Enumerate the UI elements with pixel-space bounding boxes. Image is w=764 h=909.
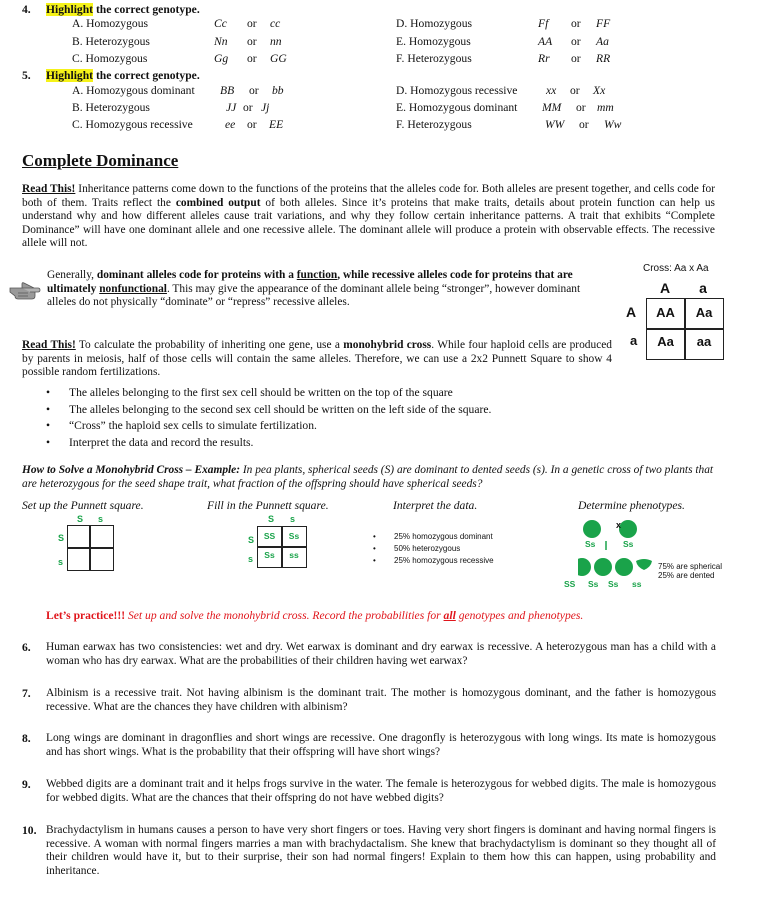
q5-d-genotype-2[interactable]: Xx bbox=[593, 84, 606, 97]
fill-cell-ss-dom: SS bbox=[263, 531, 276, 541]
setup-top-allele-1: S bbox=[77, 514, 84, 524]
q5-f-genotype-2[interactable]: Ww bbox=[604, 118, 622, 131]
example-left-allele-1: A bbox=[626, 304, 637, 320]
fill-top-allele-1: S bbox=[268, 514, 275, 524]
q5-option-d[interactable]: D. Homozygous recessive bbox=[396, 84, 518, 97]
note-bold-nonfunctional: nonfunctional bbox=[99, 282, 167, 295]
interpret-line-2: 50% heterozygous bbox=[394, 544, 461, 553]
example-left-allele-2: a bbox=[630, 333, 638, 348]
q4-a-or: or bbox=[247, 17, 257, 30]
parent-seed-2-icon bbox=[619, 520, 637, 538]
q4-e-genotype-2[interactable]: Aa bbox=[596, 35, 609, 48]
offspring-seed-1-icon bbox=[578, 558, 591, 576]
q5-c-genotype-2[interactable]: EE bbox=[269, 118, 284, 131]
fill-cell-ss-het-1: Ss bbox=[288, 531, 300, 541]
read-this-label-2: Read This! bbox=[22, 339, 76, 351]
q5-a-genotype-2[interactable]: bb bbox=[272, 84, 284, 97]
setup-top-allele-2: s bbox=[98, 514, 104, 524]
question-7-number: 7. bbox=[22, 687, 31, 700]
q5-b-or: or bbox=[243, 101, 253, 114]
empty-punnett-square[interactable] bbox=[67, 525, 114, 571]
q5-e-or: or bbox=[576, 101, 586, 114]
q4-d-genotype-1[interactable]: Ff bbox=[538, 17, 549, 30]
setup-left-allele-2: s bbox=[58, 557, 64, 567]
section-title: Complete Dominance bbox=[22, 151, 179, 170]
phenotype-illustration bbox=[578, 517, 728, 592]
parent-genotype-1: Ss bbox=[585, 539, 596, 549]
bullet-4: • bbox=[46, 436, 51, 449]
q4-b-or: or bbox=[247, 35, 257, 48]
phenotype-result-spherical: 75% are spherical bbox=[658, 562, 723, 571]
q4-b-genotype-1[interactable]: Nn bbox=[214, 35, 228, 48]
question-6-text: Human earwax has two consistencies: wet and dry. Wet earwax is dominant and dry earwax is recessive. A heterozygous man has a child with a woman who has dry earwax. What are the probabilities of their children having wet earwax? bbox=[46, 641, 716, 667]
q5-e-genotype-1[interactable]: MM bbox=[542, 101, 562, 114]
offspring-genotype-4: ss bbox=[632, 579, 642, 589]
offspring-genotype-3: Ss bbox=[608, 579, 619, 589]
cross-x: x bbox=[616, 520, 622, 530]
read1-bold: combined output bbox=[175, 196, 261, 209]
q4-d-genotype-2[interactable]: FF bbox=[596, 17, 611, 30]
offspring-genotype-1: SS bbox=[564, 579, 576, 589]
practice-underline-all: all bbox=[443, 609, 456, 622]
note-bold-function: function bbox=[296, 269, 338, 281]
question-9-text: Webbed digits are a dominant trait and it helps frogs survive in the water. The female is heterozygous for webbed digits. The male is homozygous for webbed digits. What are the chances that their offspring do not have webbed digits? bbox=[46, 778, 716, 804]
read-this-paragraph-2 bbox=[22, 339, 612, 380]
q5-option-e[interactable]: E. Homozygous dominant bbox=[396, 101, 518, 114]
q5-option-b[interactable]: B. Heterozygous bbox=[72, 101, 150, 114]
interpret-line-1: 25% homozygous dominant bbox=[394, 532, 493, 541]
filled-punnett-square bbox=[257, 526, 307, 568]
how-to-solve-example bbox=[22, 464, 722, 491]
example-punnett-square bbox=[646, 298, 724, 360]
q4-f-genotype-1[interactable]: Rr bbox=[538, 52, 550, 65]
example-cell-aa-het-2: Aa bbox=[657, 334, 674, 349]
parent-genotype-2: Ss bbox=[623, 539, 634, 549]
read2-text-a: To calculate the probability of inheriting one gene, use a bbox=[75, 339, 344, 351]
note-text-b: . This may give the appearance of the dominant allele being “stronger”, however dominant alleles do not physically “dominate” or “repress” recessive alleles. bbox=[47, 282, 581, 308]
q4-option-b[interactable]: B. Heterozygous bbox=[72, 35, 150, 48]
practice-text-a: Set up and solve the monohybrid cross. Record the probabilities for bbox=[125, 609, 444, 622]
q4-f-genotype-2[interactable]: RR bbox=[596, 52, 611, 65]
note-bold-a: dominant alleles code for proteins with a bbox=[96, 269, 297, 281]
q4-number: 4. bbox=[22, 3, 31, 16]
instruction-2: The alleles belonging to the second sex cell should be written on the left side of the square. bbox=[69, 403, 492, 416]
fill-cell-ss-rec: ss bbox=[289, 550, 299, 560]
dominance-note bbox=[47, 269, 607, 310]
q4-d-or: or bbox=[571, 17, 581, 30]
step-fill: Fill in the Punnett square. bbox=[207, 499, 329, 512]
practice-text-b: genotypes and phenotypes. bbox=[455, 609, 584, 622]
q5-c-genotype-1[interactable]: ee bbox=[225, 118, 236, 131]
step-setup: Set up the Punnett square. bbox=[22, 499, 144, 512]
instruction-3: “Cross” the haploid sex cells to simulate fertilization. bbox=[69, 419, 317, 432]
example-top-allele-1: A bbox=[659, 280, 671, 296]
q5-prompt-rest: the correct genotype. bbox=[93, 69, 200, 82]
pointing-hand-icon bbox=[8, 279, 42, 301]
q5-f-genotype-1[interactable]: WW bbox=[545, 118, 565, 131]
example-cell-aa-dom: AA bbox=[656, 305, 675, 320]
bullet-2: • bbox=[46, 403, 51, 416]
phenotype-result-dented: 25% are dented bbox=[658, 571, 715, 580]
interpret-line-3: 25% homozygous recessive bbox=[394, 556, 494, 565]
q5-b-genotype-2[interactable]: Jj bbox=[261, 101, 270, 114]
interpret-bullet-1: • bbox=[373, 532, 376, 541]
q5-d-or: or bbox=[570, 84, 580, 97]
q5-highlight-word: Highlight bbox=[46, 69, 94, 82]
note-text-a: Generally, bbox=[47, 269, 97, 281]
fill-top-allele-2: s bbox=[290, 514, 296, 524]
q5-a-or: or bbox=[249, 84, 259, 97]
q4-c-or: or bbox=[247, 52, 257, 65]
q4-a-genotype-1[interactable]: Cc bbox=[214, 17, 227, 30]
q5-c-or: or bbox=[247, 118, 257, 131]
question-10-number: 10. bbox=[22, 824, 37, 837]
question-8-number: 8. bbox=[22, 732, 31, 745]
instruction-4: Interpret the data and record the results. bbox=[69, 436, 254, 449]
bullet-1: • bbox=[46, 386, 51, 399]
parent-seed-1-icon bbox=[583, 520, 601, 538]
question-6-number: 6. bbox=[22, 641, 31, 654]
q4-highlight-word: Highlight bbox=[46, 3, 94, 16]
fill-left-allele-1: S bbox=[248, 535, 255, 545]
q4-c-genotype-1[interactable]: Gg bbox=[214, 52, 229, 65]
offspring-seed-dented-icon bbox=[636, 559, 652, 570]
question-7-text: Albinism is a recessive trait. Not having albinism is the dominant trait. The mother is homozygous dominant, and the father is homozygous recessive. What are the chances they have children with albinism? bbox=[46, 687, 716, 713]
offspring-seed-2-icon bbox=[594, 558, 612, 576]
example-cross-caption: Cross: Aa x Aa bbox=[643, 263, 709, 274]
read-this-label-1: Read This! bbox=[22, 183, 76, 195]
howto-bold: How to Solve a Monohybrid Cross – Example: bbox=[22, 464, 241, 476]
note-bold-b: , while recessive alleles code for proteins that are ultimately bbox=[47, 269, 573, 295]
q5-f-or: or bbox=[579, 118, 589, 131]
read1-text-a: Inheritance patterns come down to the functions of the proteins that the alleles code for. Both alleles are present together, and cells code for both of them. Traits reflect the bbox=[22, 183, 715, 209]
read2-text-b: . While four haploid cells are produced by parents in meiosis, half of those cells will contain the same alleles. Therefore, we can use a 2x2 Punnett Square to show 4 possible random fertilizations. bbox=[22, 339, 612, 378]
q4-prompt bbox=[46, 3, 200, 17]
q5-d-genotype-1[interactable]: xx bbox=[546, 84, 557, 97]
practice-instruction bbox=[46, 609, 583, 623]
q5-option-f[interactable]: F. Heterozygous bbox=[396, 118, 472, 131]
howto-text: In pea plants, spherical seeds (S) are dominant to dented seeds (s). In a genetic cross of two plants that are heterozygous for the seed shape trait, what fraction of the offspring should have spherical seeds? bbox=[22, 464, 714, 490]
q5-option-a[interactable]: A. Homozygous dominant bbox=[72, 84, 195, 97]
bullet-3: • bbox=[46, 419, 51, 432]
interpret-bullet-2: • bbox=[373, 544, 376, 553]
q4-option-f[interactable]: F. Heterozygous bbox=[396, 52, 472, 65]
q4-e-or: or bbox=[571, 35, 581, 48]
q4-option-a[interactable]: A. Homozygous bbox=[72, 17, 148, 30]
q4-a-genotype-2[interactable]: cc bbox=[270, 17, 281, 30]
example-cell-aa-het-1: Aa bbox=[695, 305, 713, 320]
example-cell-aa-rec: aa bbox=[696, 334, 712, 349]
fill-left-allele-2: s bbox=[248, 554, 254, 564]
interpret-bullet-3: • bbox=[373, 556, 376, 565]
setup-left-allele-1: S bbox=[58, 533, 65, 543]
question-8-text: Long wings are dominant in dragonflies and short wings are recessive. One dragonfly is heterozygous with long wings. Its mate is homozygous and has short wings. What is the probability that their offspring will have short wings? bbox=[46, 732, 716, 758]
offspring-genotype-2: Ss bbox=[588, 579, 599, 589]
q5-option-c[interactable]: C. Homozygous recessive bbox=[72, 118, 193, 131]
q5-e-genotype-2[interactable]: mm bbox=[597, 101, 614, 114]
fill-cell-ss-het-2: Ss bbox=[264, 550, 275, 560]
practice-lead: Let’s practice!!! bbox=[46, 609, 126, 622]
question-9-number: 9. bbox=[22, 778, 31, 791]
q4-b-genotype-2[interactable]: nn bbox=[270, 35, 282, 48]
read-this-paragraph-1 bbox=[22, 183, 715, 251]
q4-c-genotype-2[interactable]: GG bbox=[270, 52, 287, 65]
q4-f-or: or bbox=[571, 52, 581, 65]
read1-text-b: of both alleles. Since it’s proteins that make traits, details about protein function can help us understand why and how different alleles cause trait variations, and why they follow certain inheritance patterns. A trait that exhibits “Complete Dominance” will have one dominant allele and one recessive allele. The dominant allele will produce a protein with observable effects. The recessive allele will not. bbox=[22, 196, 715, 249]
q4-e-genotype-1[interactable]: AA bbox=[538, 35, 553, 48]
q4-option-c[interactable]: C. Homozygous bbox=[72, 52, 148, 65]
offspring-seed-3-icon bbox=[615, 558, 633, 576]
q5-b-genotype-1[interactable]: JJ bbox=[226, 101, 237, 114]
q5-a-genotype-1[interactable]: BB bbox=[220, 84, 235, 97]
q4-option-d[interactable]: D. Homozygous bbox=[396, 17, 472, 30]
example-top-allele-2: a bbox=[699, 280, 707, 296]
q5-prompt bbox=[46, 69, 200, 83]
question-10-text: Brachydactylism in humans causes a person to have very short fingers or toes. Having very short fingers is dominant and having normal fingers is recessive. A woman with normal fingers marries a man with brachydactalism. She knew that brachydactylism is dominant so they thought all of their children would have it, but to their surprise, their son had normal fingers! Explain to them how this can happen, using probability and inheritance. bbox=[46, 824, 716, 877]
q4-prompt-rest: the correct genotype. bbox=[93, 3, 200, 16]
q5-number: 5. bbox=[22, 69, 31, 82]
step-phenotypes: Determine phenotypes. bbox=[578, 499, 685, 512]
step-interpret: Interpret the data. bbox=[393, 499, 478, 512]
instruction-1: The alleles belonging to the first sex cell should be written on the top of the square bbox=[69, 386, 453, 399]
read2-bold: monohybrid cross bbox=[343, 339, 432, 351]
q4-option-e[interactable]: E. Homozygous bbox=[396, 35, 471, 48]
